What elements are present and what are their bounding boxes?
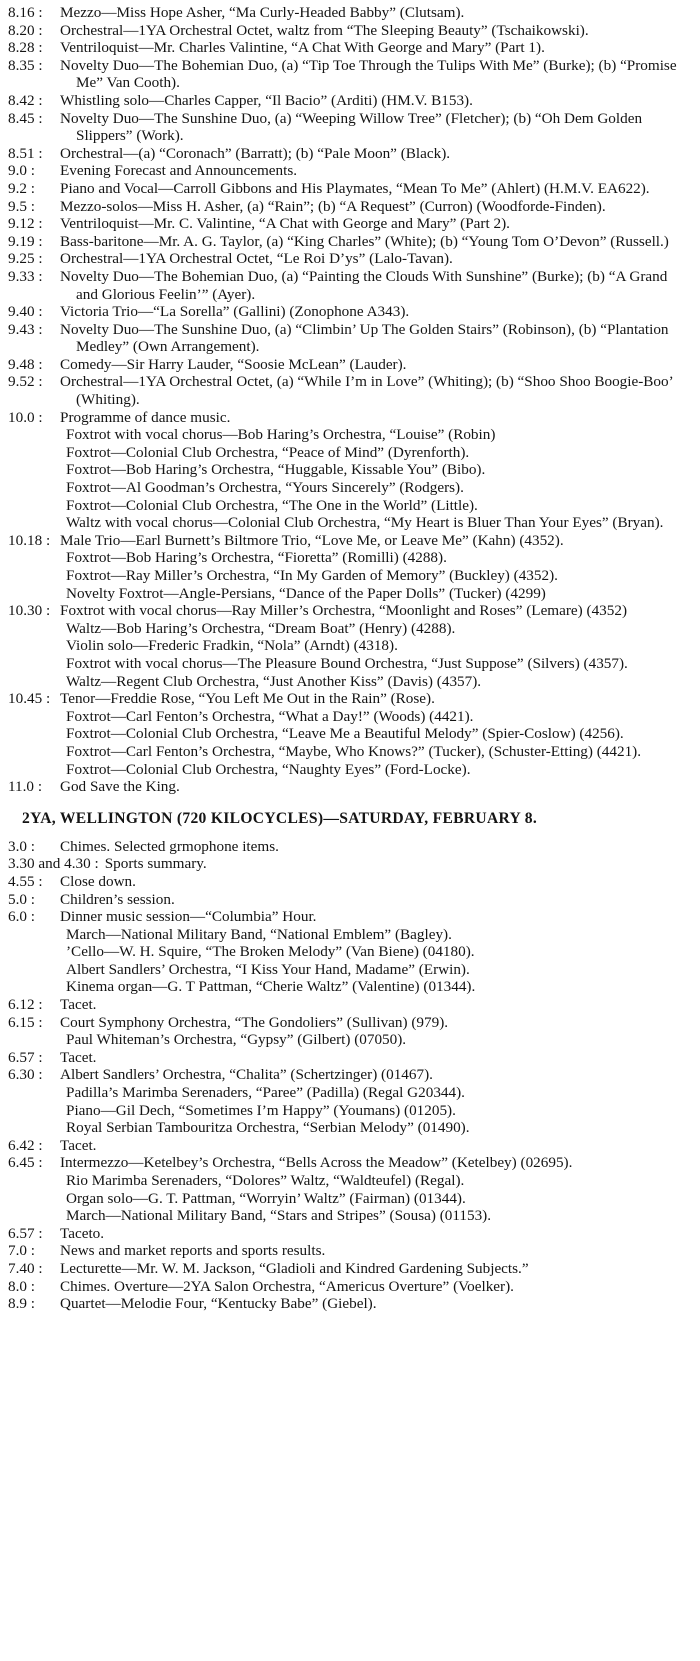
programme-section-2ya xyxy=(8,838,688,1313)
programme-entry xyxy=(8,321,688,356)
programme-entry xyxy=(8,1084,688,1102)
programme-entry xyxy=(8,961,688,979)
entry-text: Royal Serbian Tambouritza Orchestra, “Serbian Melody” (01490). xyxy=(66,1119,470,1137)
entry-text: Foxtrot with vocal chorus—Ray Miller’s Orchestra, “Moonlight and Roses” (Lemare) (4352) xyxy=(60,602,628,620)
programme-entry xyxy=(8,655,688,673)
entry-time: 8.45 : xyxy=(8,110,60,145)
entry-time: 5.0 : xyxy=(8,891,60,909)
entry-text: Foxtrot—Carl Fenton’s Orchestra, “What a Day!” (Woods) (4421). xyxy=(66,707,474,725)
entry-text: Rio Marimba Serenaders, “Dolores” Waltz, “Waldteufel) (Regal). xyxy=(66,1172,465,1189)
entry-text: Foxtrot—Bob Haring’s Orchestra, “Fioretta” (Romilli) (4288). xyxy=(66,549,447,567)
entry-text: Violin solo—Frederic Fradkin, “Nola” (Arndt) (4318). xyxy=(66,637,398,655)
entry-time: 9.43 : xyxy=(8,321,60,356)
entry-text: Novelty Duo—The Sunshine Duo, (a) “Climbin’ Up The Golden Stairs” (Robinson), (b) “Plantation Medley” (Own Arrangement). xyxy=(60,320,669,356)
entry-time: 7.0 : xyxy=(8,1242,60,1260)
programme-entry xyxy=(8,1154,688,1172)
entry-text: News and market reports and sports results. xyxy=(60,1242,326,1260)
programme-entry xyxy=(8,585,688,603)
entry-time: 6.42 : xyxy=(8,1137,60,1155)
programme-entry xyxy=(8,1225,688,1243)
programme-entry xyxy=(8,1172,688,1190)
entry-text: ’Cello—W. H. Squire, “The Broken Melody” (Van Biene) (04180). xyxy=(66,943,475,961)
entry-time: 6.0 : xyxy=(8,908,60,926)
programme-entry xyxy=(8,690,688,708)
programme-entry xyxy=(8,426,688,444)
entry-time: 11.0 : xyxy=(8,778,60,796)
programme-entry xyxy=(8,620,688,638)
entry-text: Tacet. xyxy=(60,1048,97,1066)
entry-time: 3.30 and 4.30 : xyxy=(8,855,105,873)
programme-entry xyxy=(8,943,688,961)
entry-text: Novelty Duo—The Bohemian Duo, (a) “Tip Toe Through the Tulips With Me” (Burke); (b) “Promise Me” Van Cooth). xyxy=(60,56,677,92)
programme-entry xyxy=(8,373,688,408)
entry-text: March—National Military Band, “Stars and Stripes” (Sousa) (01153). xyxy=(66,1207,492,1225)
entry-text: Taceto. xyxy=(60,1224,105,1242)
programme-entry xyxy=(8,532,688,550)
programme-entry xyxy=(8,1066,688,1084)
entry-time: 8.51 : xyxy=(8,145,60,163)
entry-text: Tenor—Freddie Rose, “You Left Me Out in the Rain” (Rose). xyxy=(60,690,435,708)
entry-time: 9.25 : xyxy=(8,250,60,268)
entry-time: 8.16 : xyxy=(8,4,60,22)
entry-time: 10.45 : xyxy=(8,690,60,708)
programme-entry xyxy=(8,567,688,585)
programme-entry xyxy=(8,1031,688,1049)
entry-text: Bass-baritone—Mr. A. G. Taylor, (a) “King Charles” (White); (b) “Young Tom O’Devon” (Russell.) xyxy=(60,232,669,250)
entry-text: Waltz—Regent Club Orchestra, “Just Another Kiss” (Davis) (4357). xyxy=(66,672,482,690)
programme-entry xyxy=(8,162,688,180)
entry-text: Foxtrot—Colonial Club Orchestra, “Peace of Mind” (Dyrenforth). xyxy=(66,443,470,461)
entry-text: Male Trio—Earl Burnett’s Biltmore Trio, “Love Me, or Leave Me” (Kahn) (4352). xyxy=(60,531,564,549)
programme-entry xyxy=(8,602,688,620)
entry-text: Chimes. Selected grmophone items. xyxy=(60,837,279,855)
programme-entry xyxy=(8,1137,688,1155)
programme-entry xyxy=(8,873,688,891)
entry-time: 6.45 : xyxy=(8,1154,60,1172)
entry-text: Evening Forecast and Announcements. xyxy=(60,162,298,180)
programme-entry xyxy=(8,22,688,40)
entry-text: Programme of dance music. xyxy=(60,408,231,426)
programme-entry xyxy=(8,514,688,532)
entry-text: Ventriloquist—Mr. Charles Valintine, “A Chat With George and Mary” (Part 1). xyxy=(60,39,545,57)
programme-entry xyxy=(8,444,688,462)
programme-entry xyxy=(8,1260,688,1278)
programme-entry xyxy=(8,497,688,515)
entry-time: 9.2 : xyxy=(8,180,60,198)
entry-text: Paul Whiteman’s Orchestra, “Gypsy” (Gilbert) (07050). xyxy=(66,1031,407,1049)
entry-time: 8.42 : xyxy=(8,92,60,110)
entry-text: Padilla’s Marimba Serenaders, “Paree” (Padilla) (Regal G20344). xyxy=(66,1084,465,1102)
entry-time: 7.40 : xyxy=(8,1260,60,1278)
programme-section-1ya xyxy=(8,4,688,796)
programme-entry xyxy=(8,891,688,909)
programme-entry xyxy=(8,1119,688,1137)
programme-entry xyxy=(8,725,688,743)
entry-text: Mezzo-solos—Miss H. Asher, (a) “Rain”; (b) “A Request” (Curron) (Woodforde-Finden). xyxy=(60,197,606,215)
entry-text: Piano and Vocal—Carroll Gibbons and His Playmates, “Mean To Me” (Ahlert) (H.M.V. EA622). xyxy=(60,179,650,197)
programme-entry xyxy=(8,57,688,92)
entry-text: Orchestral—1YA Orchestral Octet, waltz from “The Sleeping Beauty” (Tschaikowski). xyxy=(60,21,589,39)
entry-time: 4.55 : xyxy=(8,873,60,891)
entry-time: 8.9 : xyxy=(8,1295,60,1313)
entry-text: Orchestral—1YA Orchestral Octet, (a) “While I’m in Love” (Whiting); (b) “Shoo Shoo Boogie-Boo’ (Whiting). xyxy=(60,373,673,409)
programme-entry xyxy=(8,743,688,761)
entry-text: March—National Military Band, “National Emblem” (Bagley). xyxy=(66,925,452,943)
entry-text: Orchestral—(a) “Coronach” (Barratt); (b) “Pale Moon” (Black). xyxy=(60,144,451,162)
programme-entry xyxy=(8,1278,688,1296)
entry-time: 8.0 : xyxy=(8,1278,60,1296)
programme-entry xyxy=(8,1207,688,1225)
entry-time: 9.40 : xyxy=(8,303,60,321)
programme-entry xyxy=(8,761,688,779)
programme-entry xyxy=(8,778,688,796)
entry-text: Comedy—Sir Harry Lauder, “Soosie McLean” (Lauder). xyxy=(60,355,407,373)
programme-entry xyxy=(8,996,688,1014)
entry-time: 9.0 : xyxy=(8,162,60,180)
entry-time: 3.0 : xyxy=(8,838,60,856)
programme-entry xyxy=(8,198,688,216)
entry-text: Organ solo—G. T. Pattman, “Worryin’ Waltz” (Fairman) (01344). xyxy=(66,1189,466,1207)
entry-time: 9.5 : xyxy=(8,198,60,216)
programme-entry xyxy=(8,356,688,374)
programme-entry xyxy=(8,1190,688,1208)
programme-entry xyxy=(8,1242,688,1260)
entry-text: Tacet. xyxy=(60,1136,97,1154)
entry-text: Quartet—Melodie Four, “Kentucky Babe” (Giebel). xyxy=(60,1295,377,1313)
programme-entry xyxy=(8,180,688,198)
entry-text: Foxtrot—Al Goodman’s Orchestra, “Yours Sincerely” (Rodgers). xyxy=(66,479,464,497)
entry-text: Dinner music session—“Columbia” Hour. xyxy=(60,908,317,926)
entry-time: 6.30 : xyxy=(8,1066,60,1084)
entry-time: 8.28 : xyxy=(8,39,60,57)
entry-time: 10.18 : xyxy=(8,532,60,550)
entry-text: Victoria Trio—“La Sorella” (Gallini) (Zonophone A343). xyxy=(60,303,410,321)
entry-text: Novelty Duo—The Sunshine Duo, (a) “Weeping Willow Tree” (Fletcher); (b) “Oh Dem Golden Slippers” (Work). xyxy=(60,109,643,145)
entry-text: Albert Sandlers’ Orchestra, “Chalita” (Schertzinger) (01467). xyxy=(60,1066,433,1084)
entry-time: 8.20 : xyxy=(8,22,60,40)
entry-text: Mezzo—Miss Hope Asher, “Ma Curly-Headed Babby” (Clutsam). xyxy=(60,4,465,21)
entry-time: 9.19 : xyxy=(8,233,60,251)
entry-text: Orchestral—1YA Orchestral Octet, “Le Roi D’ys” (Lalo-Tavan). xyxy=(60,250,453,268)
entry-text: Piano—Gil Dech, “Sometimes I’m Happy” (Youmans) (01205). xyxy=(66,1101,456,1119)
programme-entry xyxy=(8,673,688,691)
entry-time: 9.48 : xyxy=(8,356,60,374)
programme-entry xyxy=(8,978,688,996)
programme-entry xyxy=(8,926,688,944)
programme-entry xyxy=(8,110,688,145)
programme-entry xyxy=(8,303,688,321)
entry-text: Foxtrot—Colonial Club Orchestra, “The One in the World” (Little). xyxy=(66,496,478,514)
programme-entry xyxy=(8,1014,688,1032)
programme-entry xyxy=(8,145,688,163)
entry-text: Novelty Duo—The Bohemian Duo, (a) “Painting the Clouds With Sunshine” (Burke); (b) “A Grand and Glorious Feelin’” (Ayer). xyxy=(60,267,668,303)
entry-time: 9.52 : xyxy=(8,373,60,408)
programme-entry xyxy=(8,908,688,926)
programme-entry xyxy=(8,461,688,479)
entry-text: God Save the King. xyxy=(60,778,180,796)
entry-text: Close down. xyxy=(60,872,136,890)
entry-text: Waltz with vocal chorus—Colonial Club Orchestra, “My Heart is Bluer Than Your Eyes” (Bryan). xyxy=(66,514,664,532)
entry-time: 10.30 : xyxy=(8,602,60,620)
entry-text: Foxtrot—Bob Haring’s Orchestra, “Huggable, Kissable You” (Bibo). xyxy=(66,461,486,479)
entry-text: Kinema organ—G. T Pattman, “Cherie Waltz” (Valentine) (01344). xyxy=(66,978,476,996)
entry-time: 8.35 : xyxy=(8,57,60,92)
entry-time: 6.12 : xyxy=(8,996,60,1014)
programme-entry xyxy=(8,838,688,856)
programme-entry xyxy=(8,1049,688,1067)
entry-text: Tacet. xyxy=(60,996,97,1014)
programme-entry xyxy=(8,215,688,233)
programme-entry xyxy=(8,479,688,497)
programme-entry xyxy=(8,409,688,427)
entry-text: Waltz—Bob Haring’s Orchestra, “Dream Boat” (Henry) (4288). xyxy=(66,619,456,637)
entry-text: Foxtrot—Colonial Club Orchestra, “Leave Me a Beautiful Melody” (Spier-Coslow) (4256). xyxy=(66,725,624,743)
entry-text: Foxtrot—Ray Miller’s Orchestra, “In My Garden of Memory” (Buckley) (4352). xyxy=(66,567,558,584)
entry-time: 9.12 : xyxy=(8,215,60,233)
entry-text: Chimes. Overture—2YA Salon Orchestra, “Americus Overture” (Voelker). xyxy=(60,1277,514,1295)
programme-entry xyxy=(8,637,688,655)
programme-entry xyxy=(8,4,688,22)
entry-text: Whistling solo—Charles Capper, “Il Bacio” (Arditi) (HM.V. B153). xyxy=(60,91,473,109)
entry-time: 6.15 : xyxy=(8,1014,60,1032)
programme-entry xyxy=(8,549,688,567)
entry-text: Sports summary. xyxy=(104,855,207,873)
entry-text: Novelty Foxtrot—Angle-Persians, “Dance of the Paper Dolls” (Tucker) (4299) xyxy=(66,584,546,602)
entry-text: Foxtrot with vocal chorus—Bob Haring’s Orchestra, “Louise” (Robin) xyxy=(66,426,496,444)
entry-text: Foxtrot—Colonial Club Orchestra, “Naughty Eyes” (Ford-Locke). xyxy=(66,760,471,778)
programme-entry xyxy=(8,233,688,251)
programme-entry xyxy=(8,1295,688,1313)
entry-time: 10.0 : xyxy=(8,409,60,427)
entry-text: Foxtrot—Carl Fenton’s Orchestra, “Maybe, Who Knows?” (Tucker), (Schuster-Etting) (4421). xyxy=(66,742,642,760)
programme-entry xyxy=(8,268,688,303)
entry-text: Intermezzo—Ketelbey’s Orchestra, “Bells Across the Meadow” (Ketelbey) (02695). xyxy=(60,1154,573,1172)
entry-text: Lecturette—Mr. W. M. Jackson, “Gladioli and Kindred Gardening Subjects.” xyxy=(60,1259,529,1277)
entry-text: Court Symphony Orchestra, “The Gondoliers” (Sullivan) (979). xyxy=(60,1013,449,1031)
section-heading-2ya: 2YA, WELLINGTON (720 KILOCYCLES)—SATURDAY, FEBRUARY 8. xyxy=(22,809,538,827)
programme-entry xyxy=(8,250,688,268)
programme-entry xyxy=(8,708,688,726)
entry-text: Foxtrot with vocal chorus—The Pleasure Bound Orchestra, “Just Suppose” (Silvers) (4357). xyxy=(66,654,628,672)
entry-text: Ventriloquist—Mr. C. Valintine, “A Chat with George and Mary” (Part 2). xyxy=(60,215,510,233)
entry-text: Children’s session. xyxy=(60,890,175,908)
programme-entry xyxy=(8,39,688,57)
programme-entry xyxy=(8,1102,688,1120)
entry-time: 6.57 : xyxy=(8,1225,60,1243)
programme-entry xyxy=(8,92,688,110)
programme-entry xyxy=(8,855,688,873)
entry-time: 9.33 : xyxy=(8,268,60,303)
entry-text: Albert Sandlers’ Orchestra, “I Kiss Your Hand, Madame” (Erwin). xyxy=(66,960,470,978)
entry-time: 6.57 : xyxy=(8,1049,60,1067)
